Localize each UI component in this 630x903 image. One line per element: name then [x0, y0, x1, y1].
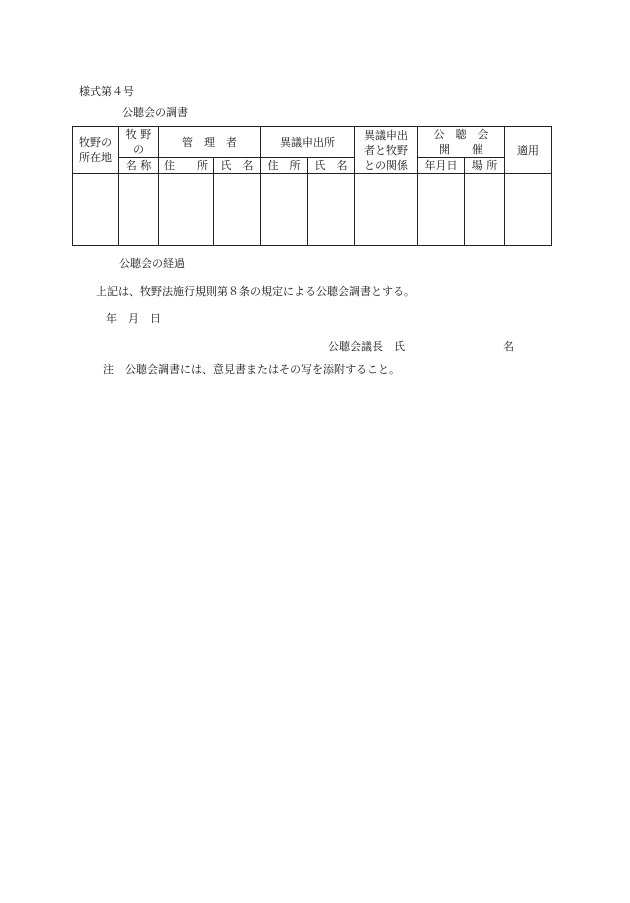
- note: 注 公聴会調書には、意見書またはその写を添附すること。: [103, 363, 400, 376]
- cell-relation: [355, 174, 418, 246]
- header-remarks: 適用: [505, 127, 552, 174]
- statement: 上記は、牧野法施行規則第８条の規定による公聴会調書とする。: [96, 285, 415, 298]
- chair-signature-label: 公聴会議長 氏: [328, 340, 405, 353]
- name-suffix: 名: [503, 340, 514, 353]
- cell-location: [73, 174, 119, 246]
- cell-name: [119, 174, 159, 246]
- cell-place: [465, 174, 505, 246]
- hearing-record-table: [72, 126, 552, 246]
- document-title: 公聴会の調書: [122, 106, 188, 119]
- form-number: 様式第４号: [79, 85, 134, 98]
- process-heading: 公聴会の経過: [119, 257, 185, 270]
- cell-objector-name: [308, 174, 355, 246]
- cell-date: [418, 174, 465, 246]
- cell-remarks: [505, 174, 552, 246]
- subheader-date: 年月日: [418, 158, 465, 174]
- cell-manager-address: [159, 174, 214, 246]
- header-objector-relation: 異議申出 者と牧野 との関係: [355, 127, 418, 174]
- header-pasture-name-sub: 名 称: [119, 158, 159, 174]
- subheader-objector-address: 住 所: [261, 158, 308, 174]
- subheader-place: 場 所: [465, 158, 505, 174]
- header-hearing-held: 公 聴 会 開 催: [418, 127, 505, 158]
- header-manager: 管 理 者: [159, 127, 261, 158]
- subheader-manager-address: 住 所: [159, 158, 214, 174]
- date-line: 年 月 日: [106, 312, 161, 325]
- subheader-objector-name: 氏 名: [308, 158, 355, 174]
- cell-manager-name: [214, 174, 261, 246]
- header-objector: 異議申出所: [261, 127, 355, 158]
- header-pasture-location: 牧野の 所在地: [73, 127, 119, 174]
- header-pasture-name: 牧 野 の: [119, 127, 159, 158]
- cell-objector-address: [261, 174, 308, 246]
- subheader-manager-name: 氏 名: [214, 158, 261, 174]
